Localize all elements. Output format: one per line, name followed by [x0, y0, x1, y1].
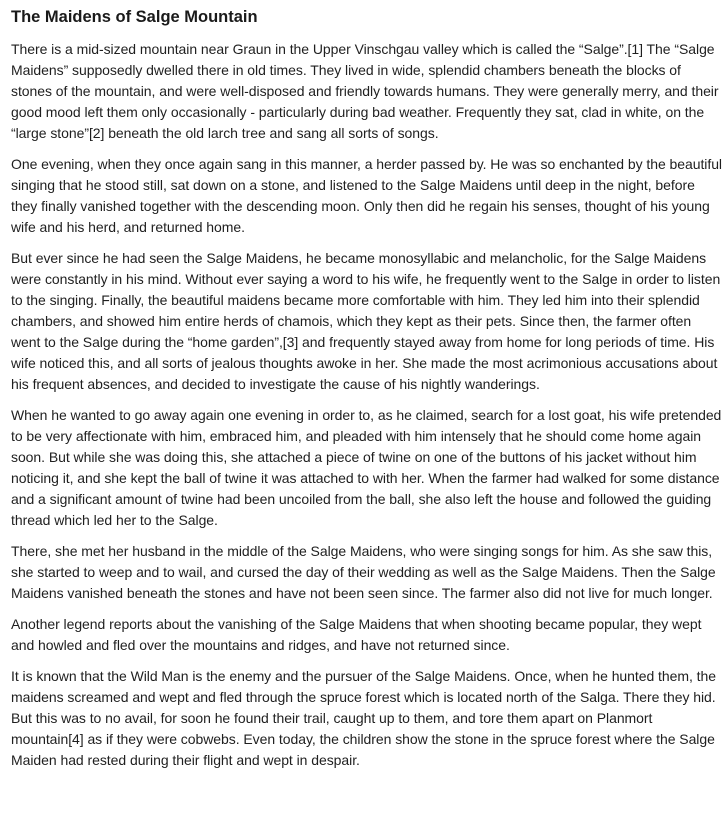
article-title: The Maidens of Salge Mountain: [11, 8, 258, 26]
paragraph: But ever since he had seen the Salge Maidens, he became monosyllabic and melancholic, for the Salge Maidens were constantly in his mind. Without ever saying a word to his wife, he frequently went to the Salge in order to listen to the singing. Finally, the beautiful maidens became more comfortable with him. They led him into their splendid chambers, and showed him entire herds of chamois, which they kept as their pets. Since then, the farmer often went to the Salge during the “home garden”,[3] and frequently stayed away from home for long periods of time. His wife noticed this, and all sorts of jealous thoughts awoke in her. She made the most acrimonious accusations about his frequent absences, and decided to investigate the cause of his nightly wanderings.: [11, 250, 721, 392]
paragraph: One evening, when they once again sang in this manner, a herder passed by. He was so enchanted by the beautiful singing that he stood still, sat down on a stone, and listened to the Salge Maidens until deep in the night, before they finally vanished together with the descending moon. Only then did he regain his senses, thought of his young wife and his herd, and returned home.: [11, 156, 722, 235]
paragraph: It is known that the Wild Man is the enemy and the pursuer of the Salge Maidens. Once, when he hunted them, the maidens screamed and wept and fled through the spruce forest which is located north of the Salga. There they hid. But this was to no avail, for soon he found their trail, caught up to them, and tore them apart on Planmort mountain[4] as if they were cobwebs. Even today, the children show the stone in the spruce forest where the Salge Maiden had rested during their flight and wept in despair.: [11, 668, 716, 768]
paragraph: When he wanted to go away again one evening in order to, as he claimed, search for a lost goat, his wife pretended to be very affectionate with him, embraced him, and pleaded with him intensely that he should come home again soon. But while she was doing this, she attached a piece of twine on one of the buttons of his jacket without him noticing it, and she kept the ball of twine it was attached to with her. When the farmer had walked for some distance and a significant amount of twine had been uncoiled from the ball, she also left the house and followed the guiding thread which led her to the Salge.: [11, 407, 722, 528]
paragraph: There is a mid-sized mountain near Graun in the Upper Vinschgau valley which is called the “Salge”.[1] The “Salge Maidens” supposedly dwelled there in old times. They lived in wide, splendid chambers beneath the blocks of stones of the mountain, and were well-disposed and friendly towards humans. They were generally merry, and their good mood left them only occasionally - particularly during bad weather. Frequently they sat, clad in white, on the “large stone”[2] beneath the old larch tree and sang all sorts of songs.: [11, 41, 719, 141]
paragraph: There, she met her husband in the middle of the Salge Maidens, who were singing songs for him. As she saw this, she started to weep and to wail, and cursed the day of their wedding as well as the Salge Maidens. Then the Salge Maidens vanished beneath the stones and have not been seen since. The farmer also did not live for much longer.: [11, 543, 716, 601]
paragraph: Another legend reports about the vanishing of the Salge Maidens that when shooting became popular, they wept and howled and fled over the mountains and ridges, and have not returned since.: [11, 616, 702, 653]
